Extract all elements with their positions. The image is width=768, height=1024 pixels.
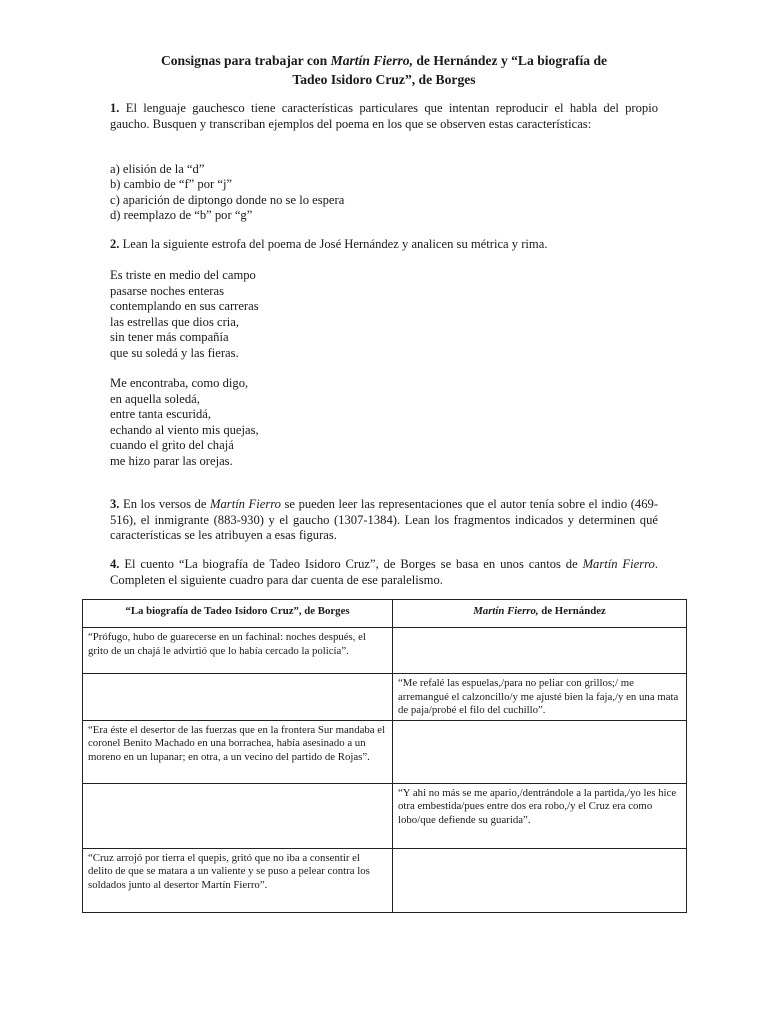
poem-verse: contemplando en sus carreras: [110, 299, 259, 314]
poem-verse: me hizo parar las orejas.: [110, 453, 233, 468]
table-cell-hernandez-empty[interactable]: [393, 628, 687, 674]
poem-stanza-2: [110, 376, 658, 470]
poem-verse: Me encontraba, como digo,: [110, 376, 249, 390]
question-4: 4. El cuento “La biografía de Tadeo Isidoro Cruz”, de Borges se basa en unos cantos de Martín Fierro. Completen el siguiente cuadro para dar cuenta de ese paralelismo.: [110, 557, 658, 587]
table-cell-hernandez-empty[interactable]: [393, 720, 687, 783]
table-cell-hernandez: “Me refalé las espuelas,/para no peliar con grillos;/ me arremangué el calzoncillo/y me ajusté bien la faja,/y en una mata de paja/probé el filo del cuchillo”.: [393, 674, 687, 721]
question-2-text: Lean la siguiente estrofa del poema de José Hernández y analicen su métrica y rima.: [119, 237, 548, 251]
poem-verse: sin tener más compañía: [110, 330, 229, 345]
question-3-number: 3.: [110, 497, 120, 511]
poem-verse: echando al viento mis quejas,: [110, 422, 259, 437]
poem-verse: pasarse noches enteras: [110, 283, 224, 298]
question-2: [110, 237, 658, 253]
poem-verse: entre tanta escuridá,: [110, 407, 212, 422]
question-1-number: 1.: [110, 101, 120, 115]
question-1: [110, 101, 658, 132]
table-header-hernandez: Martín Fierro, de Hernández: [393, 600, 687, 628]
table-cell-borges-empty[interactable]: [83, 783, 393, 848]
question-1-text: El lenguaje gauchesco tiene características particulares que intentan reproducir el habla del propio gaucho. Busquen y transcriban ejemplos del poema en los que se observen estas características:: [110, 101, 658, 131]
poem-verse: las estrellas que dios cria,: [110, 314, 240, 329]
table-cell-hernandez-empty[interactable]: [393, 848, 687, 912]
table-row: [83, 674, 687, 721]
table-row: [83, 783, 687, 848]
question-1-list: [110, 162, 658, 223]
poem-verse: Es triste en medio del campo: [110, 268, 256, 282]
question-4-number: 4.: [110, 557, 120, 571]
page-title: [110, 51, 658, 89]
table-cell-borges: “Era éste el desertor de las fuerzas que en la frontera Sur mandaba el coronel Benito Machado en una borrachea, había asesinado a un moreno en un lupanar; en otra, a un vecino del partido de Rojas”.: [83, 720, 393, 783]
table-row: [83, 628, 687, 674]
poem-verse: que su soledá y las fieras.: [110, 345, 239, 360]
question-4-italic-work: Martín Fierro: [582, 557, 655, 571]
table-row: [83, 720, 687, 783]
list-item: a) elisión de la “d”: [110, 162, 205, 176]
table-header-borges: “La biografía de Tadeo Isidoro Cruz”, de Borges: [83, 600, 393, 628]
poem-verse: en aquella soledá,: [110, 391, 200, 406]
table-cell-borges: “Prófugo, hubo de guarecerse en un fachinal: noches después, el grito de un chajá le advirtió que lo había cercado la policía”.: [83, 628, 393, 674]
list-item: b) cambio de “f” por “j”: [110, 177, 233, 192]
poem-verse: cuando el grito del chajá: [110, 438, 234, 453]
list-item: d) reemplazo de “b” por “g”: [110, 207, 253, 222]
table-cell-borges: “Cruz arrojó por tierra el quepis, gritó que no iba a consentir el delito de que se matara a un valiente y se puso a pelear contra los soldados junto al desertor Martín Fierro”.: [83, 848, 393, 912]
list-item: c) aparición de diptongo donde no se lo espera: [110, 192, 345, 207]
title-line-1: Consignas para trabajar con Martín Fierro, de Hernández y “La biografía de: [160, 53, 608, 68]
title-italic-work: Martín Fierro,: [330, 53, 413, 68]
table-row: [83, 848, 687, 912]
title-line-2: Tadeo Isidoro Cruz”, de Borges: [292, 72, 476, 87]
table-cell-hernandez: “Y ahi no más se me apario,/dentrándole a la partida,/yo les hice otra embestida/pues entre dos era robo,/y el Cruz era como lobo/que defiende su guarida”.: [393, 783, 687, 848]
table-cell-borges-empty[interactable]: [83, 674, 393, 721]
question-3-italic-work: Martín Fierro: [210, 497, 281, 511]
comparison-table: [82, 599, 687, 913]
table-header-row: [83, 600, 687, 628]
poem-stanza-1: [110, 268, 658, 362]
question-2-number: 2.: [110, 237, 120, 251]
question-3: 3. En los versos de Martín Fierro se pueden leer las representaciones que el autor tenía sobre el indio (469-516), el inmigrante (883-930) y el gaucho (1307-1384). Lean los fragmentos indicados y determinen qué características se les atribuyen a esas figuras.: [110, 497, 659, 542]
